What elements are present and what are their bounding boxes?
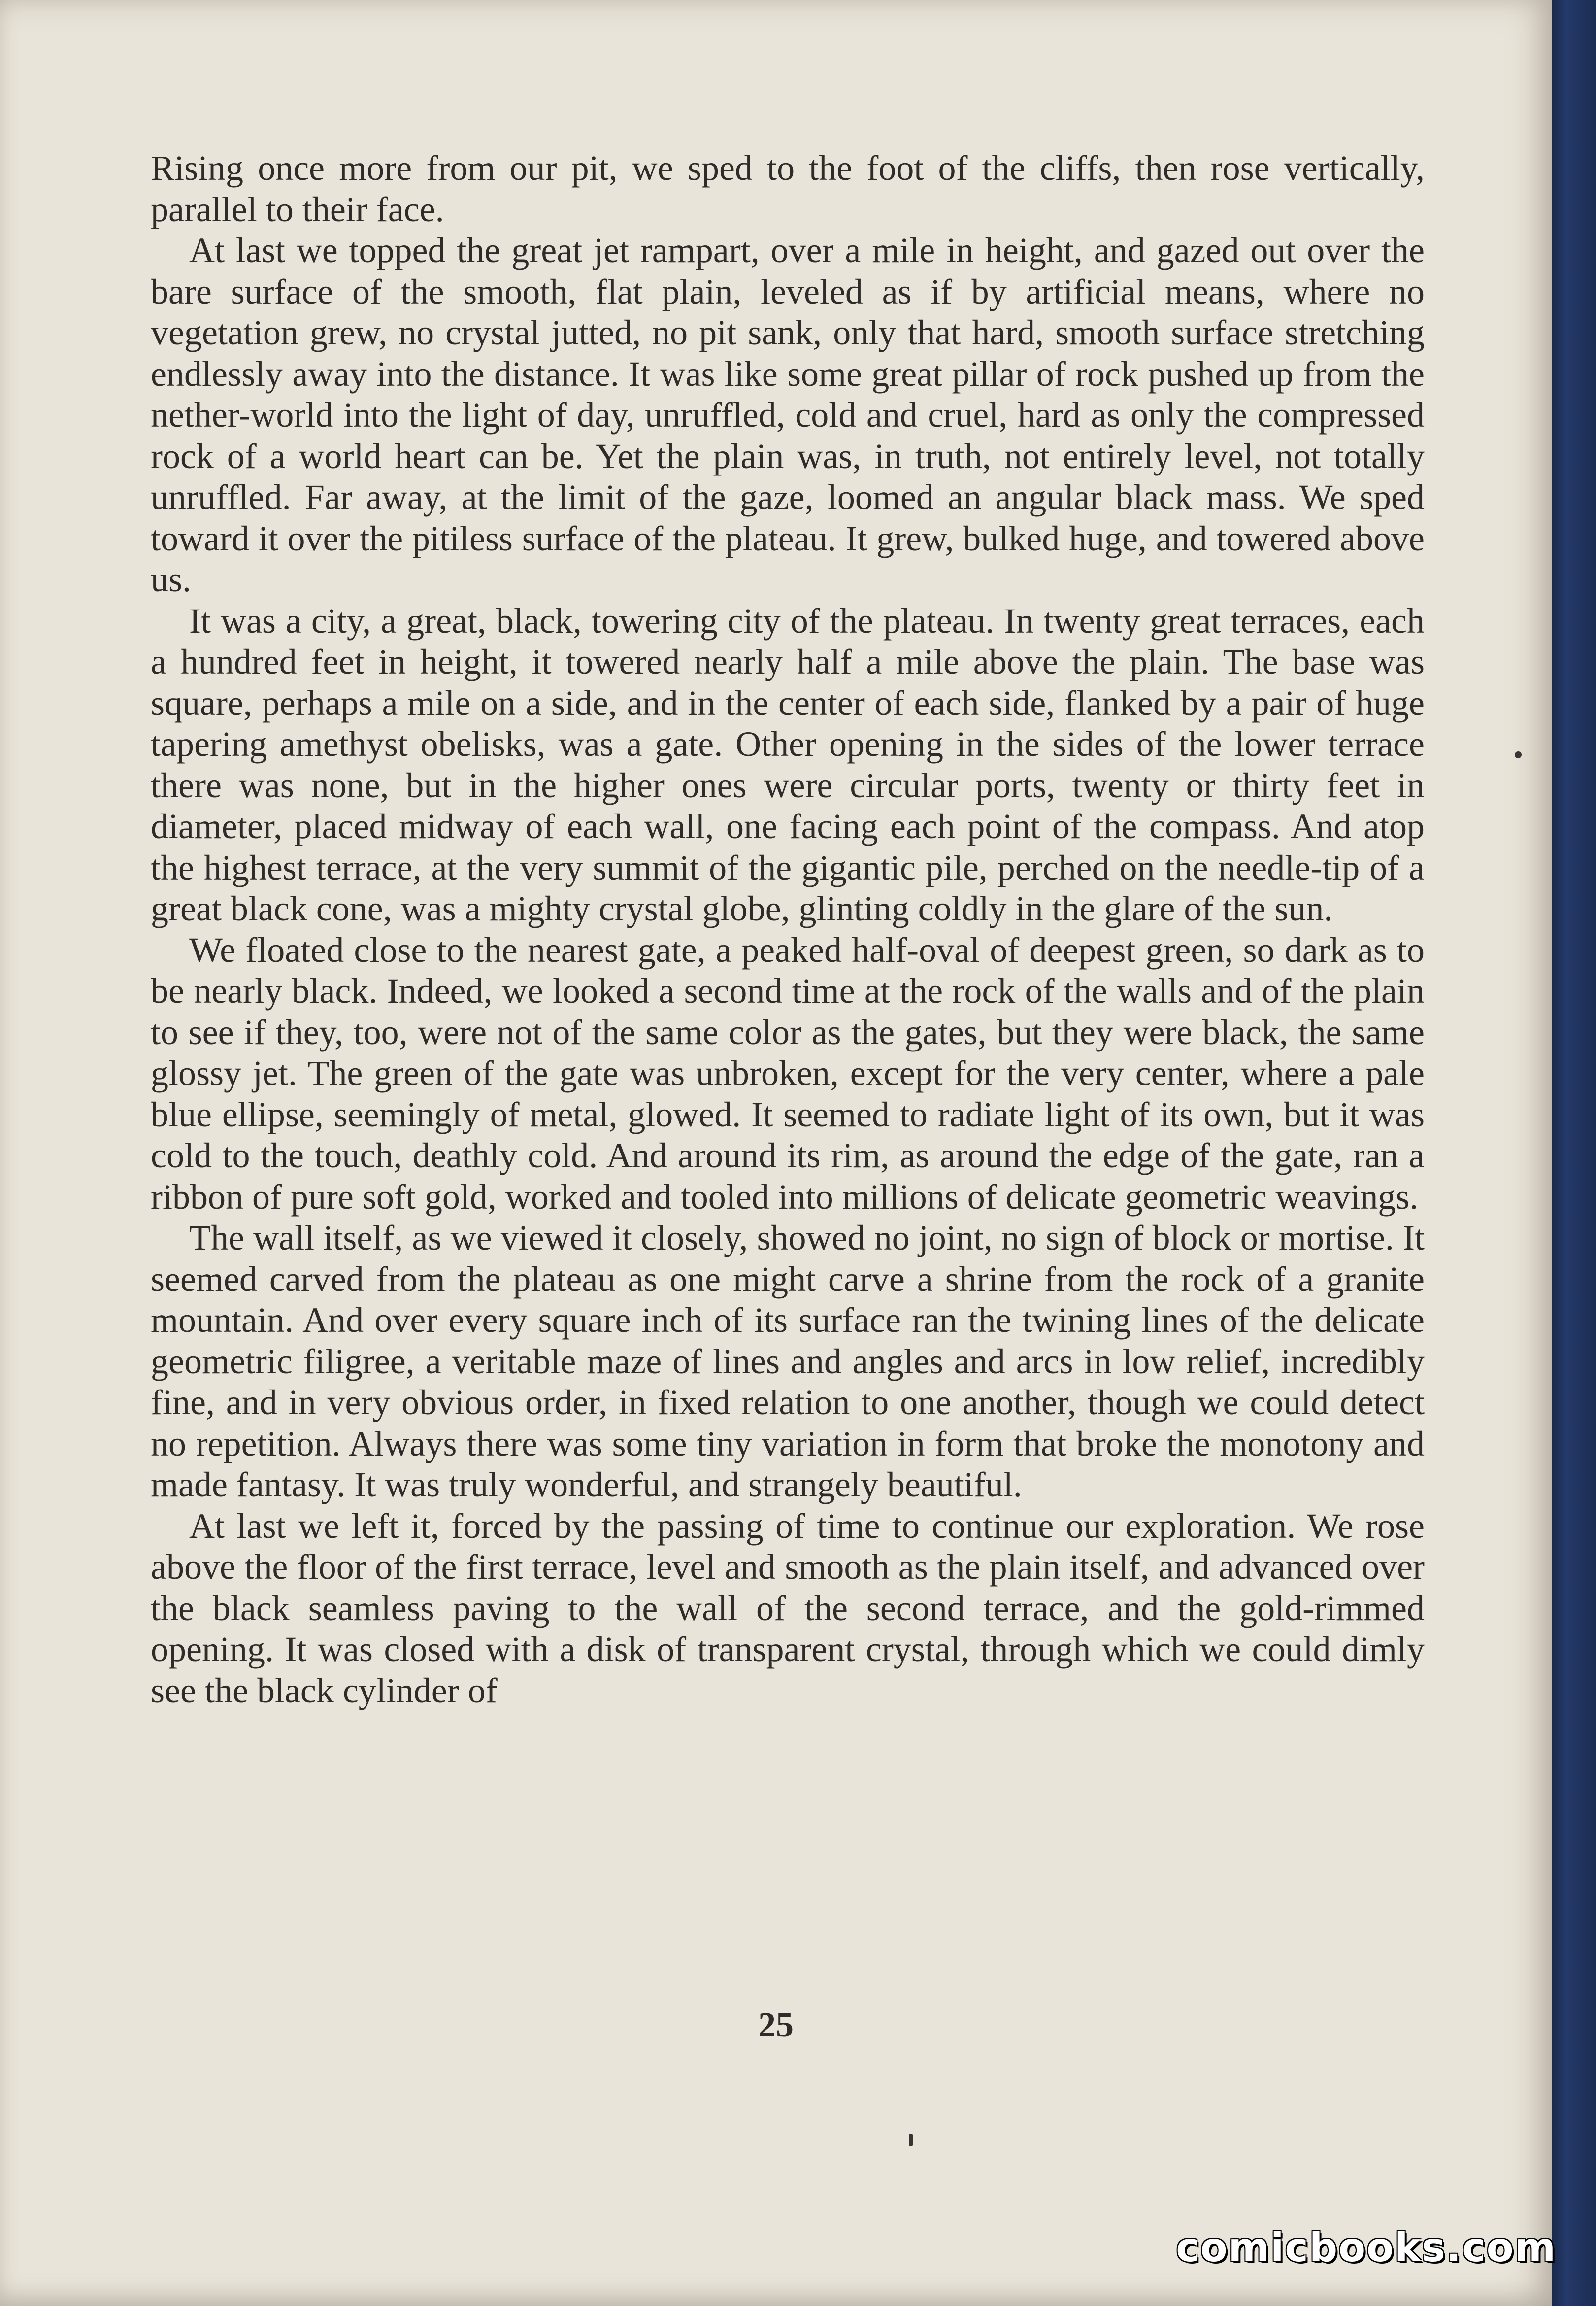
ink-mark: [909, 2134, 913, 2146]
page-number: 25: [758, 2005, 794, 2044]
ink-speck: [1515, 751, 1522, 758]
paragraph: We floated close to the nearest gate, a peaked half-oval of deepest green, so dark as to be nearly black. Indeed, we looked a second time at the rock of the walls and of the plain to see if they, too, were not of the same color as the gates, but they were black, the same glossy jet. The green of the gate was unbroken, except for the very center, where a pale blue ellipse, seemingly of metal, glowed. It seemed to radiate light of its own, but it was cold to the touch, deathly cold. And around its rim, as around the edge of the gate, ran a ribbon of pure soft gold, worked and tooled into millions of delicate geometric weavings.: [151, 930, 1425, 1217]
book-cover-edge: [1547, 0, 1596, 2306]
paragraph: At last we left it, forced by the passing of time to continue our exploration. We rose above the floor of the first terrace, level and smooth as the plain itself, and advanced over the black seamless paving to the wall of the second terrace, and the gold-rimmed opening. It was closed with a disk of transparent crystal, through which we could dimly see the black cylinder of: [151, 1506, 1425, 1710]
body-text: [151, 148, 1425, 1711]
paragraph: It was a city, a great, black, towering city of the plateau. In twenty great terraces, each a hundred feet in height, it towered nearly half a mile above the plain. The base was square, perhaps a mile on a side, and in the center of each side, flanked by a pair of huge tapering amethyst obelisks, was a gate. Other opening in the sides of the lower terrace there was none, but in the higher ones were circular ports, twenty or thirty feet in diameter, placed midway of each wall, one facing each point of the compass. And atop the highest terrace, at the very summit of the gigantic pile, perched on the needle-tip of a great black cone, was a mighty crystal globe, glinting coldly in the glare of the sun.: [151, 601, 1425, 928]
paragraph: At last we topped the great jet rampart, over a mile in height, and gazed out over the bare surface of the smooth, flat plain, leveled as if by artificial means, where no vegetation grew, no crystal jutted, no pit sank, only that hard, smooth surface stretching endlessly away into the distance. It was like some great pillar of rock pushed up from the nether-world into the light of day, unruffled, cold and cruel, hard as only the compressed rock of a world heart can be. Yet the plain was, in truth, not entirely level, not totally unruffled. Far away, at the limit of the gaze, loomed an angular black mass. We sped toward it over the pitiless surface of the plateau. It grew, bulked huge, and towered above us.: [151, 231, 1425, 599]
paragraph: The wall itself, as we viewed it closely, showed no joint, no sign of block or mortise. It seemed carved from the plateau as one might carve a shrine from the rock of a granite mountain. And over every square inch of its surface ran the twining lines of the delicate geometric filigree, a veritable maze of lines and angles and arcs in low relief, incredibly fine, and in very obvious order, in fixed relation to one another, though we could detect no repetition. Always there was some tiny variation in form that broke the monotony and made fantasy. It was truly wonderful, and strangely beautiful.: [151, 1218, 1425, 1504]
watermark: comicbooks.com: [1176, 2225, 1557, 2271]
paragraph: Rising once more from our pit, we sped to the foot of the cliffs, then rose vertically, parallel to their face.: [151, 148, 1425, 229]
